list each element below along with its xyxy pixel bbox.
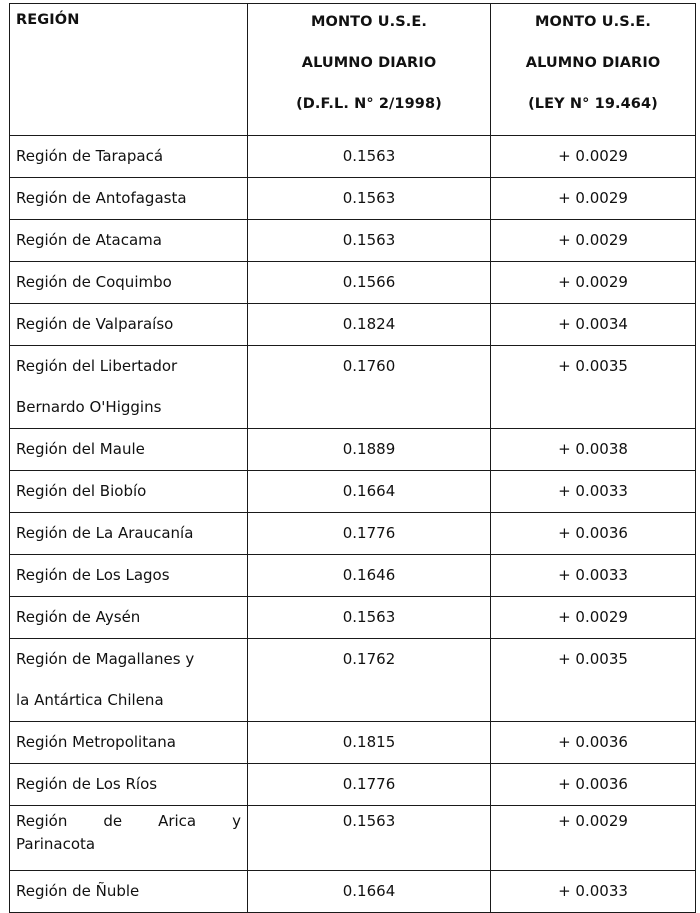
ley-amount-cell: + 0.0035	[491, 639, 696, 722]
dfl-amount-cell: 0.1762	[248, 639, 491, 722]
table-row	[10, 346, 696, 429]
table-row	[10, 597, 696, 639]
region-name: Región del Libertador	[16, 357, 178, 375]
dfl-amount-cell: 0.1824	[248, 304, 491, 346]
table-header-row	[10, 4, 696, 136]
ley-amount-cell: + 0.0038	[491, 429, 696, 471]
region-cell	[10, 136, 248, 178]
region-cell	[10, 871, 248, 913]
ley-header-line: (LEY N° 19.464)	[528, 96, 658, 112]
ley-amount-cell: + 0.0036	[491, 513, 696, 555]
dfl-amount-cell: 0.1563	[248, 597, 491, 639]
ley-amount-cell: + 0.0029	[491, 806, 696, 871]
dfl-header-line: ALUMNO DIARIO	[301, 55, 437, 71]
region-name: Región del Maule	[16, 440, 145, 458]
region-cell	[10, 764, 248, 806]
ley-amount-cell: + 0.0029	[491, 597, 696, 639]
region-cell	[10, 555, 248, 597]
region-column-header	[10, 4, 248, 136]
region-cell	[10, 304, 248, 346]
ley-amount-cell: + 0.0029	[491, 178, 696, 220]
ley-column-header	[491, 4, 696, 136]
table-row	[10, 262, 696, 304]
table-row	[10, 220, 696, 262]
region-name: Región de Aysén	[16, 608, 141, 626]
dfl-header-line: MONTO U.S.E.	[310, 14, 427, 30]
region-name-continuation: Parinacota	[16, 835, 96, 853]
ley-amount-cell: + 0.0033	[491, 471, 696, 513]
dfl-amount-cell: 0.1664	[248, 471, 491, 513]
ley-amount-cell: + 0.0033	[491, 871, 696, 913]
region-cell	[10, 178, 248, 220]
table-row	[10, 722, 696, 764]
ley-amount-cell: + 0.0033	[491, 555, 696, 597]
region-cell	[10, 429, 248, 471]
table-row	[10, 806, 696, 871]
region-cell	[10, 806, 248, 871]
table-row	[10, 136, 696, 178]
ley-amount-cell: + 0.0036	[491, 722, 696, 764]
regional-amounts-table	[9, 3, 696, 913]
region-cell	[10, 262, 248, 304]
region-name: Región de Antofagasta	[16, 189, 187, 207]
dfl-header-line: (D.F.L. N° 2/1998)	[296, 96, 442, 112]
region-cell	[10, 346, 248, 429]
table-row	[10, 639, 696, 722]
region-name: Región de La Araucanía	[16, 524, 194, 542]
region-name: Región de Magallanes y	[16, 650, 195, 668]
table-row	[10, 429, 696, 471]
region-cell	[10, 220, 248, 262]
dfl-amount-cell: 0.1563	[248, 806, 491, 871]
region-header-label: REGIÓN	[16, 12, 80, 28]
region-name-continuation: Bernardo O'Higgins	[16, 398, 162, 416]
region-cell	[10, 471, 248, 513]
table-row	[10, 471, 696, 513]
dfl-amount-cell: 0.1889	[248, 429, 491, 471]
ley-amount-cell: + 0.0029	[491, 262, 696, 304]
region-name: Región de Arica y	[16, 812, 241, 830]
region-cell	[10, 722, 248, 764]
region-name: Región de Coquimbo	[16, 273, 172, 291]
region-name: Región del Biobío	[16, 482, 147, 500]
dfl-column-header	[248, 4, 491, 136]
ley-amount-cell: + 0.0029	[491, 220, 696, 262]
ley-amount-cell: + 0.0036	[491, 764, 696, 806]
dfl-amount-cell: 0.1563	[248, 136, 491, 178]
dfl-amount-cell: 0.1664	[248, 871, 491, 913]
dfl-amount-cell: 0.1563	[248, 220, 491, 262]
dfl-amount-cell: 0.1760	[248, 346, 491, 429]
region-cell	[10, 597, 248, 639]
region-name-continuation: la Antártica Chilena	[16, 691, 164, 709]
table-row	[10, 178, 696, 220]
table-row	[10, 871, 696, 913]
region-cell	[10, 639, 248, 722]
dfl-amount-cell: 0.1776	[248, 513, 491, 555]
ley-amount-cell: + 0.0035	[491, 346, 696, 429]
region-name: Región de Los Lagos	[16, 566, 170, 584]
ley-header-line: MONTO U.S.E.	[534, 14, 651, 30]
dfl-amount-cell: 0.1646	[248, 555, 491, 597]
region-name: Región de Atacama	[16, 231, 162, 249]
region-name: Región de Los Ríos	[16, 775, 158, 793]
ley-amount-cell: + 0.0029	[491, 136, 696, 178]
region-name: Región de Tarapacá	[16, 147, 164, 165]
region-name: Región Metropolitana	[16, 733, 176, 751]
region-name: Región de Ñuble	[16, 882, 140, 900]
table-row	[10, 555, 696, 597]
dfl-amount-cell: 0.1815	[248, 722, 491, 764]
table-row	[10, 764, 696, 806]
table-row	[10, 513, 696, 555]
region-name: Región de Valparaíso	[16, 315, 174, 333]
ley-header-line: ALUMNO DIARIO	[525, 55, 661, 71]
region-cell	[10, 513, 248, 555]
ley-amount-cell: + 0.0034	[491, 304, 696, 346]
table-row	[10, 304, 696, 346]
dfl-amount-cell: 0.1563	[248, 178, 491, 220]
dfl-amount-cell: 0.1776	[248, 764, 491, 806]
dfl-amount-cell: 0.1566	[248, 262, 491, 304]
